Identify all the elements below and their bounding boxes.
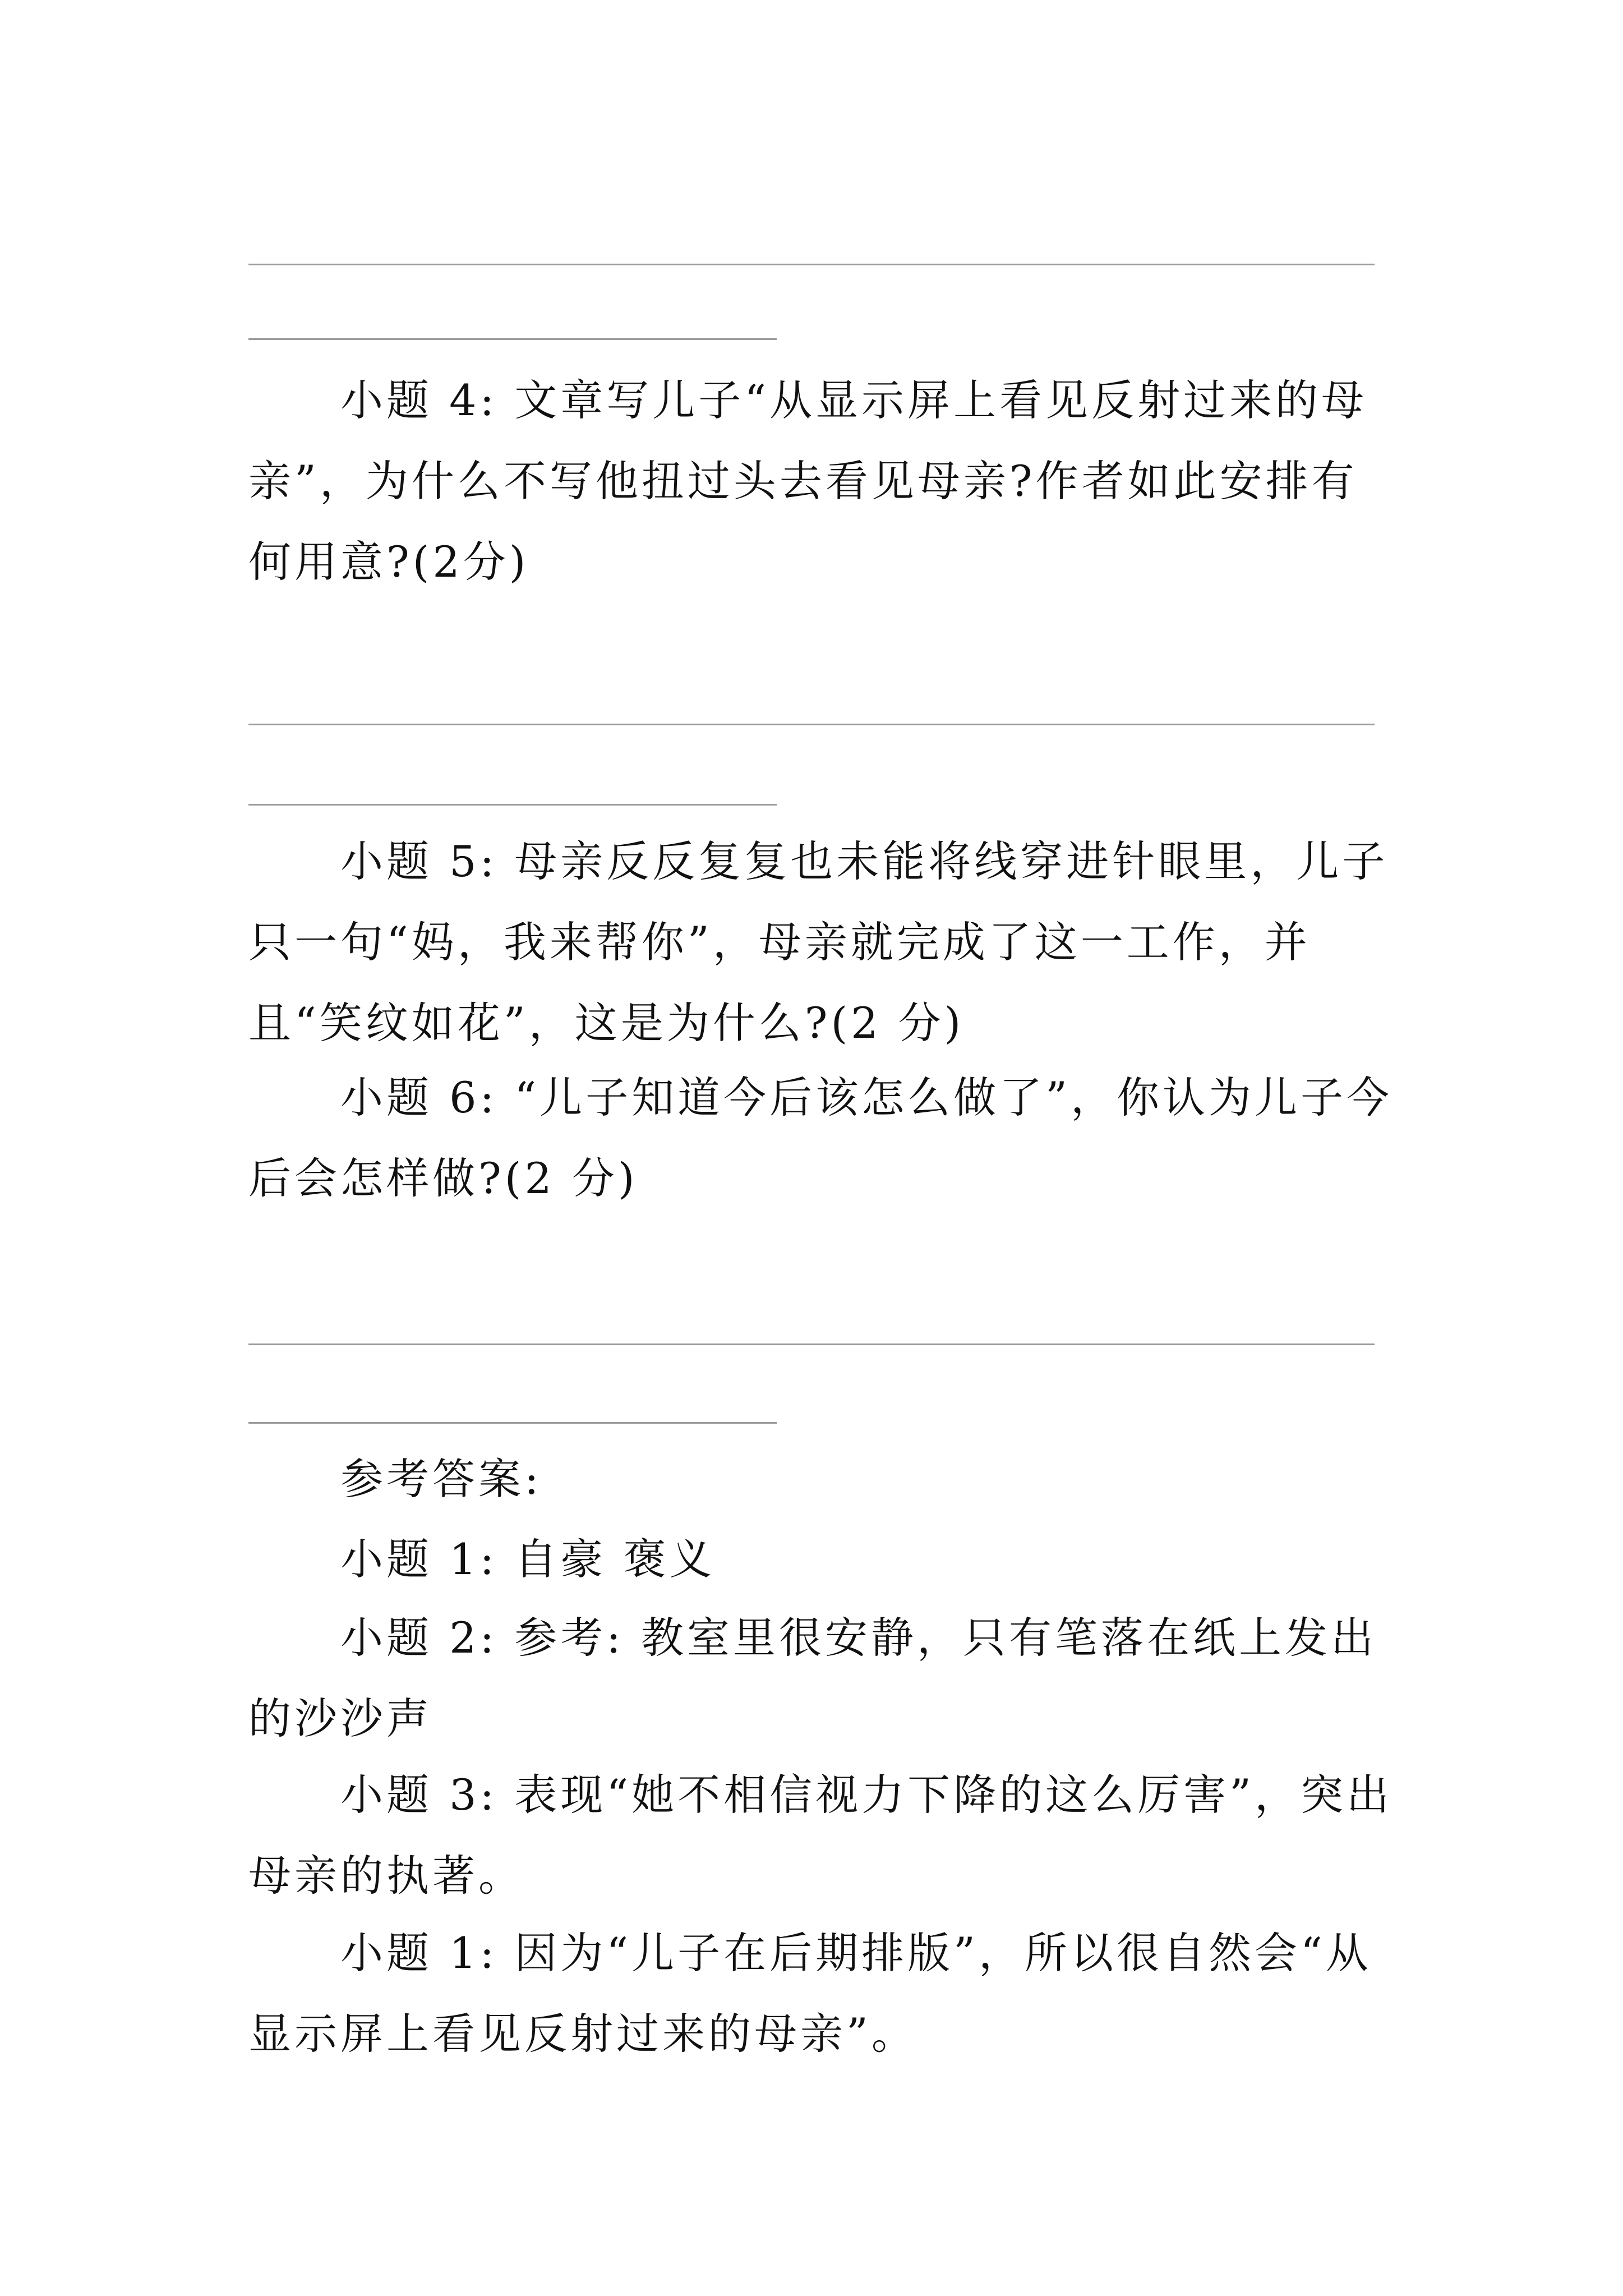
answer-line xyxy=(248,1422,777,1424)
question-5: 小题 5: 母亲反反复复也未能将线穿进针眼里，儿子只一句“妈，我来帮你”，母亲就完成了这一工作，并且“笑纹如花”，这是为什么?(2 分) xyxy=(248,836,1389,1048)
answer-line xyxy=(248,804,777,806)
question-6: 小题 6: “儿子知道今后该怎么做了”，你认为儿子今后会怎样做?(2 分) xyxy=(248,1073,1393,1203)
answer-item: 小题 1: 因为“儿子在后期排版”，所以很自然会“从显示屏上看见反射过来的母亲”。 xyxy=(248,1928,1372,2059)
answer-item: 小题 1: 自豪 褒义 xyxy=(340,1534,716,1584)
answer-line xyxy=(248,338,777,340)
answer-line xyxy=(248,1343,1375,1345)
answer-line xyxy=(248,724,1375,725)
answer-line xyxy=(248,264,1375,265)
answers-heading: 参考答案: xyxy=(340,1454,542,1504)
answer-item: 小题 3: 表现“她不相信视力下降的这么厉害”，突出母亲的执著。 xyxy=(248,1770,1393,1901)
question-4: 小题 4: 文章写儿子“从显示屏上看见反射过来的母亲”，为什么不写他扭过头去看见母亲?作者如此安排有何用意?(2分) xyxy=(248,375,1368,587)
answer-item: 小题 2: 参考: 教室里很安静，只有笔落在纸上发出的沙沙声 xyxy=(248,1613,1377,1743)
